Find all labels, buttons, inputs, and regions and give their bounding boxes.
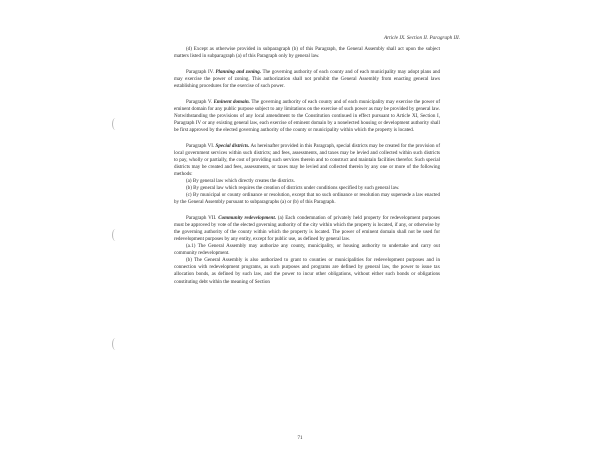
running-header: Article IX. Section II. Paragraph III. [383, 35, 460, 41]
paragraph-number: Paragraph V. [186, 98, 213, 105]
punch-hole-mark [112, 338, 119, 350]
paragraph-3d: (d) Except as otherwise provided in subparagraph (b) of this Paragraph, the General Assembly shall act upon the subject matters listed in subparagraph (a) of this Paragraph only by general law. [174, 46, 440, 60]
punch-hole-mark [112, 118, 119, 130]
paragraph-6a: (a) By general law which directly creates the districts. [186, 178, 295, 185]
paragraph-heading: Eminent domain. [213, 98, 250, 105]
paragraph-6c: (c) By municipal or county ordinance or resolution, except that no such ordinance or resolution may supersede a law enacted by the General Assembly pursuant to subparagraphs (a) or (b) of this Paragraph. [174, 192, 440, 206]
paragraph-5 [174, 99, 440, 134]
paragraph-7 [174, 215, 440, 243]
page-number: 71 [297, 436, 303, 441]
paragraph-6 [174, 143, 440, 178]
paragraph-7a1: (a.1) The General Assembly may authorize any county, municipality, or housing authority to undertake and carry out community redevelopment. [174, 243, 440, 257]
paragraph-4 [174, 69, 440, 90]
paragraph-text: (a) Each condemnation of privately held property for redevelopment purposes must be approved by vote of the elected governing authority of the city within which the property is located, if any, or otherwise by the governing authority of the county within which the property is located. The power of eminent domain shall not be used for redevelopment purposes by any entity, except for public use, as defined by general law. [174, 215, 440, 243]
paragraph-heading: Planning and zoning. [215, 68, 261, 75]
paragraph-6b: (b) By general law which requires the creation of districts under conditions specified by such general law. [186, 185, 400, 192]
paragraph-heading: Special districts. [215, 142, 250, 149]
punch-hole-mark [112, 229, 119, 241]
paragraph-text: As hereinafter provided in this Paragraph, special districts may be created for the provision of local government services within such districts; and fees, assessments, and taxes may be levied and collected within such districts to pay, wholly or partially, the cost of providing such services therein and to construct and maintain facilities therefor. Such special districts may be created and fees, assessments, or taxes may be levied and collected therein by any one or more of the following methods: [174, 142, 441, 178]
paragraph-7b: (b) The General Assembly is also authorized to grant to counties or municipalities for redevelopment purposes and in connection with redevelopment programs, as such purposes and programs are defined by general law, the power to issue tax allocation bonds, as defined by such law, and the power to incur other obligations, without either such bonds or obligations constituting debt within the meaning of Section [174, 257, 440, 285]
document-body [174, 46, 440, 286]
paragraph-number: Paragraph VI. [186, 142, 215, 149]
paragraph-number: Paragraph VII. [186, 215, 217, 222]
paragraph-text: The governing authority of each county and of each municipality may exercise the power of eminent domain for any public purpose subject to any limitations on the exercise of such power as may be provided by general law. Notwithstanding the provisions of any local amendment to the Constitution continued in effect pursuant to Article XI, Section I, Paragraph IV or any existing general law, each exercise of eminent domain by a nonelected housing or development authority shall be first approved by the elected governing authority of the county or municipality within which the property is located. [174, 98, 440, 134]
paragraph-number: Paragraph IV. [186, 68, 214, 75]
paragraph-text: The governing authority of each county and of each municipality may adopt plans and may exercise the power of zoning. This authorization shall not prohibit the General Assembly from enacting general laws establishing procedures for the exercise of such power. [174, 68, 440, 89]
paragraph-heading: Community redevelopment. [218, 215, 276, 222]
